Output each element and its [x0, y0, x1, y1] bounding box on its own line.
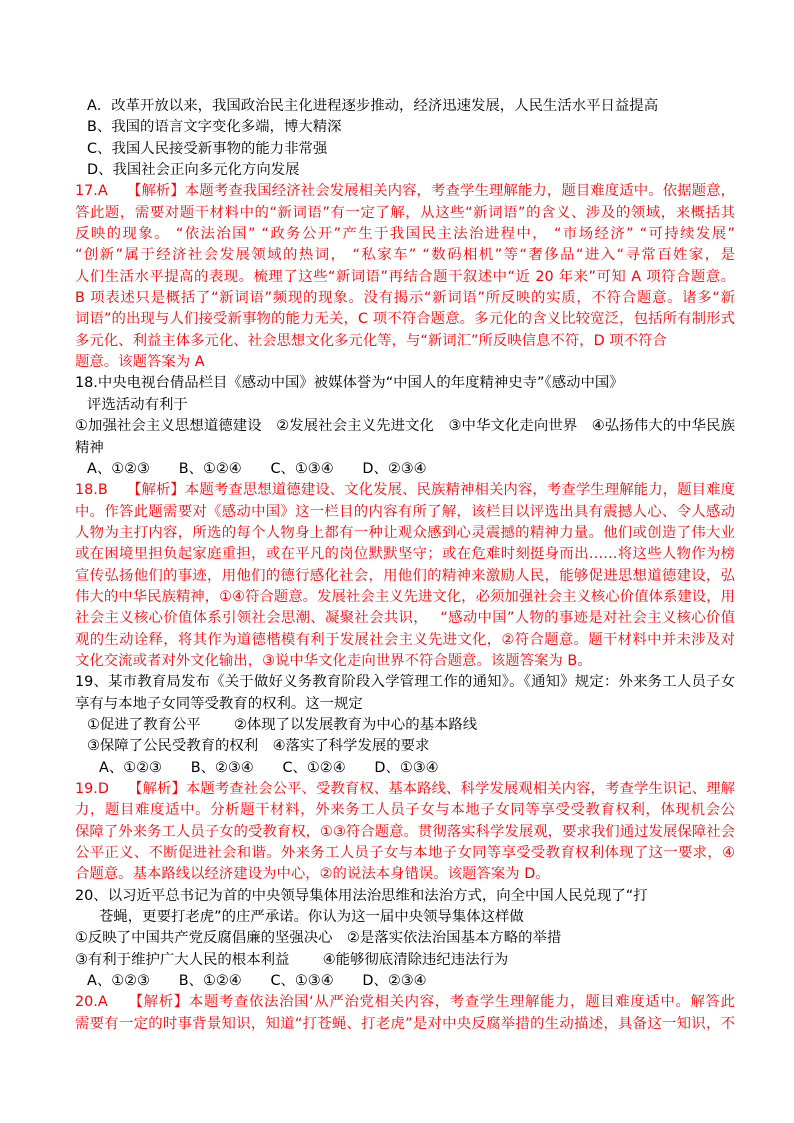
answer-explanation-line: 19.D 【解析】本题考查社会公平、受教育权、基本路线、科学发展观相关内容，考查学生识记、理解	[75, 781, 735, 797]
answer-explanation-line: 伟大的中华民族精神，①④符合题意。发展社会主义先进文化，必须加强社会主义核心价值体系建设，用	[75, 588, 735, 605]
question-text-line: A、①②③ B、①②④ C、①③④ D、②③④	[87, 460, 427, 477]
answer-explanation-line: 保障了外来务工人员子女的受教育权，①③符合题意。贯彻落实科学发展观，要求我们通过发展保障社会	[75, 823, 735, 840]
question-text-line: ①促进了教育公平 ②体现了以发展教育为中心的基本路线	[87, 716, 478, 733]
answer-explanation-line: “创新”属于经济社会发展领域的热词， “私家车” “数码相机”等“奢侈品“进入“寻常百姓家，是	[75, 247, 735, 264]
question-text-line: A、①②③ B、②③④ C、①②④ D、①③④	[99, 759, 439, 776]
answer-explanation-line: 17.A 【解析】本题考查我国经济社会发展相关内容，考查学生理解能力，题目难度适中。依据题意，	[75, 183, 735, 200]
answer-explanation-line: 人们生活水平提高的表现。梳理了这些“新词语”再结合题干叙述中“近 20 年来”可知 A 项符合题意。	[75, 268, 735, 285]
question-text-line: A、①②③ B、①②④ C、①③④ D、②③④	[87, 973, 427, 990]
answer-explanation-line: 词语”的出现与人们接受新事物的能力无关，C 项不符合题意。多元化的含义比较宽泛，包括所有制形式	[75, 311, 735, 328]
question-text-line: ③有利于维护广大人民的根本利益 ④能够彻底清除违纪违法行为	[75, 951, 509, 968]
question-text-line: 18.中央电视台倩品栏目《感动中国》被媒体誉为“中国人的年度精神史寺”《感动中国》	[75, 375, 624, 392]
question-text-line: 19、某市教育局发布《关于做好义务教育阶段入学管理工作的通知》。《通知》规定：外来务工人员子女	[75, 674, 735, 691]
answer-explanation-line: 宣传弘扬他们的事迹，用他们的德行感化社会，用他们的精神来激励人民，能够促进思想道德建设，弘	[75, 567, 735, 584]
answer-explanation-line: 20.A 【解析】本题考查依法治国‘从严治党相关内容，考查学生理解能力，题目难度适中。解答此	[75, 994, 735, 1011]
answer-explanation-line: 中。作答此题需要对《感动中国》这一栏目的内容有所了解，该栏目以评选出具有震撼人心、令人感动	[75, 503, 735, 520]
answer-explanation-line: B 项表述只是概括了“新词语”频现的现象。没有揭示“新词语”所反映的实质，不符合题意。诸多“新	[75, 290, 735, 307]
document-body	[75, 96, 735, 1035]
question-text-line: 20、以习近平总书记为首的中央领导集体用法治思维和法治方式，向全中国人民兑现了“打	[75, 887, 648, 904]
question-text-line: A．改革开放以来，我国政治民主化进程逐步推动，经济迅速发展，人民生活水平日益提高	[87, 98, 659, 114]
question-text-line: D、我国社会正向多元化方向发展	[87, 162, 300, 179]
answer-explanation-line: 多元化、利益主体多元化、社会思想文化多元化等，与“新词汇”所反映信息不符，D 项不符合	[75, 332, 667, 349]
question-text-line: 享有与本地子女同等受教育的权利。这一规定	[75, 695, 363, 712]
question-text-line: ③保障了公民受教育的权利 ④落实了科学发展的要求	[87, 738, 430, 755]
answer-explanation-line: 合题意。基本路线以经济建设为中心，②的说法本身错误。该题答案为 D。	[75, 866, 550, 883]
answer-explanation-line: 需要有一定的时事背景知识，知道“打苍蝇、打老虎”是对中央反腐举措的生动描述，具备这一知识，不	[75, 1015, 735, 1032]
answer-explanation-line: 文化交流或者对外文化输出，③说中华文化走向世界不符合题意。该题答案为 B。	[75, 652, 592, 669]
answer-explanation-line: 公平正义、不断促进社会和谐。外来务工人员子女与本地子女同等享受受教育权利体现了这一要求，④	[75, 845, 735, 862]
question-text-line: 评选活动有利于	[87, 396, 188, 413]
question-text-line: 精神	[75, 439, 104, 456]
question-text-line: C、我国人民接受新事物的能力非常强	[87, 140, 328, 157]
answer-explanation-line: 力，题目难度适中。分析题干材料，外来务工人员子女与本地子女同等享受受教育权利，体现机会公	[75, 802, 735, 819]
answer-explanation-line: 18.B 【解析】本题考查思想道德建设、文化发展、民族精神相关内容，考查学生理解能力，题目难度	[75, 482, 735, 499]
answer-explanation-line: 观的生动诠释，将其作为道德楷模有利于发展社会主义先进文化，②符合题意。题干材料中并未涉及对	[75, 631, 735, 648]
answer-explanation-line: 反映的现象。 “依法治国” “政务公开”产生于我国民主法治进程中， “市场经济” “可持续发展”	[75, 226, 735, 243]
answer-explanation-line: 社会主义核心价值体系引领社会思潮、凝聚社会共识， “感动中国”人物的事迹是对社会主义核心价值	[75, 610, 735, 627]
question-text-line: ①反映了中国共产党反腐倡廉的坚强决心 ②是落实依法治国基本方略的举措	[75, 930, 562, 947]
question-text-line: ①加强社会主义思想道德建设 ②发展社会主义先进文化 ③中华文化走向世界 ④弘扬伟大的中华民族	[75, 418, 735, 435]
answer-explanation-line: 或在困境里担负起家庭重担，或在平凡的岗位默默坚守；或在危难时刻挺身而出……将这些人物作为榜	[75, 546, 735, 563]
answer-explanation-line: 人物为主打内容，所选的每个人物身上都有一种让观众感到心灵震撼的精神力量。他们或创造了伟大业	[75, 524, 735, 541]
question-text-line: B、我国的语言文字变化多端，博大精深	[87, 119, 342, 136]
question-text-line: 苍蝇，更要打老虎”的庄严承诺。你认为这一届中央领导集体这样做	[99, 909, 524, 926]
answer-explanation-line: 题意。该题答案为 A	[75, 354, 205, 371]
answer-explanation-line: 答此题，需要对题干材料中的“新词语”有一定了解，从这些“新词语”的含义、涉及的领域，来概括其	[75, 204, 735, 221]
